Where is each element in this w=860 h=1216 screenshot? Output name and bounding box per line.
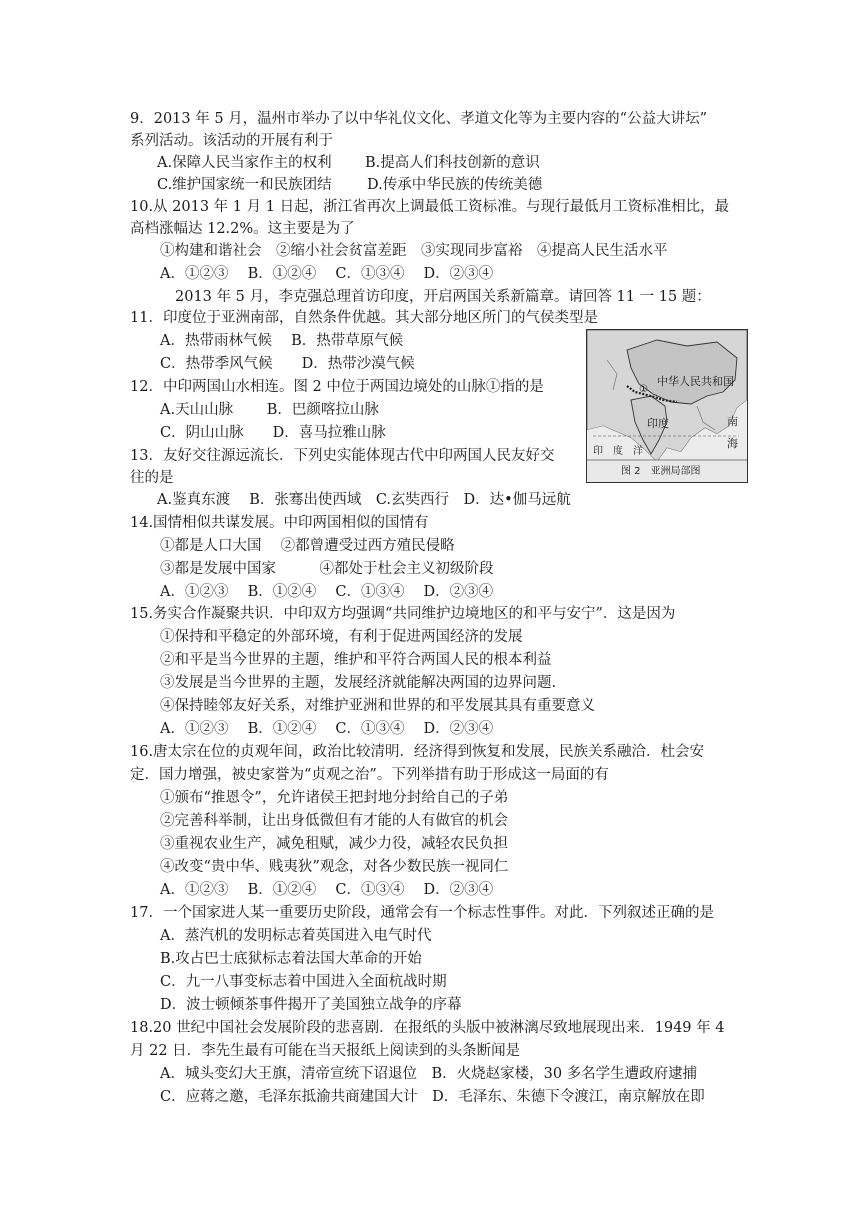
q11-options-cd: C．热带季风气候 D．热带沙漠气候 (160, 356, 415, 372)
q9-stem-line2: 系列活动。该活动的开展有利于 (130, 133, 333, 149)
q13-options: A.鉴真东渡 B．张骞出使西域 C.玄奘西行 D．达•伽马远航 (157, 492, 571, 508)
q16-item-4: ④改变“贵中华、贱夷狄”观念，对各少数民族一视同仁 (160, 859, 509, 875)
q9-stem-line1: 9．2013 年 5 月，温州市举办了以中华礼仪文化、孝道文化等为主要内容的“公益大讲坛” (130, 111, 708, 127)
q10-choices: A．①②③ B．①②④ C．①③④ D．②③④ (160, 266, 494, 282)
map-label-india: 印度 (647, 417, 669, 430)
map-label-sea: 海 (727, 437, 738, 450)
q17-stem: 17．一个国家进人某一重要历史阶段，通常会有一个标志性事件。对此．下列叙述正确的是 (130, 905, 714, 921)
q17-option-a: A．蒸汽机的发明标志着英国进入电气时代 (160, 928, 432, 944)
q11-options-ab: A．热带雨林气候 B．热带草原气候 (160, 333, 404, 349)
q18-options-cd: C．应蒋之邀，毛泽东抵渝共商建国大计 D．毛泽东、朱德下令渡江，南京解放在即 (160, 1089, 705, 1105)
q9-option-a: A.保障人民当家作主的权利 (157, 155, 332, 171)
q15-item-3: ③发展是当今世界的主题，发展经济就能解决两国的边界问题. (160, 675, 557, 691)
q17-option-d: D．波士顿倾茶事件揭开了美国独立战争的序幕 (160, 997, 462, 1013)
q17-option-b: B.攻占巴士底狱标志着法国大革命的开始 (160, 951, 422, 967)
q10-stem-line1: 10.从 2013 年 1 月 1 日起，浙江省再次上调最低工资标准。与现行最低月工资标准相比，最 (130, 199, 730, 215)
q14-items-line1: ①都是人口大国 ②都曾遭受过西方殖民侵略 (160, 538, 455, 554)
q18-stem-line2: 月 22 日．李先生最有可能在当天报纸上阅读到的头条断闻是 (130, 1043, 521, 1059)
map-label-ocean: 印 度 洋 (593, 446, 643, 457)
q11-stem: 11．印度位于亚洲南部，自然条件优越。其大部分地区所门的气侯类型是 (130, 310, 598, 326)
q10-stem-line2: 高档涨幅达 12.2%。这主要是为了 (130, 221, 355, 237)
q14-choices: A．①②③ B．①②④ C．①③④ D．②③④ (160, 584, 494, 600)
asia-partial-map (586, 329, 748, 483)
q14-stem: 14.国情相似共谋发展。中印两国相似的国情有 (130, 515, 429, 531)
q16-choices: A．①②③ B．①②④ C．①③④ D．②③④ (160, 882, 494, 898)
q15-choices: A．①②③ B．①②④ C．①③④ D．②③④ (160, 721, 494, 737)
map-graphic (587, 330, 747, 482)
q10-items: ①构建和谐社会 ②缩小社会贫富差距 ③实现同步富裕 ④提高人民生活水平 (160, 243, 668, 259)
q17-option-c: C．九一八事变标志着中国进入全面杭战时期 (160, 974, 447, 990)
q14-items-line2: ③都是发展中国家 ④都处于杜会主义初级阶段 (160, 561, 494, 577)
q12-options-ab: A.天山山脉 B．巴颜喀拉山脉 (160, 402, 379, 418)
q9-option-c: C.维护国家统一和民族团结 (157, 177, 332, 193)
q16-item-3: ③重视农业生产，减免租赋，减少力役，减轻农民负担 (160, 836, 508, 852)
q12-stem: 12．中印两国山水相连。图 2 中位于两国边境处的山脉①指的是 (130, 379, 544, 395)
q9-option-d: D.传承中华民族的传统美德 (367, 177, 543, 193)
q12-options-cd: C．阴山山脉 D．喜马拉雅山脉 (160, 425, 386, 441)
q15-item-4: ④保持睦邻友好关系，对维护亚洲和世界的和平发展其具有重要意义 (160, 698, 595, 714)
section-intro: 2013 年 5 月，李克强总理首访印度，开启两国关系新篇章。请回答 11 一 15 题： (175, 289, 711, 305)
q18-options-ab: A．城头变幻大王旗，清帝宣统下诏退位 B．火烧赵家楼，30 多名学生遭政府逮捕 (160, 1066, 698, 1082)
q15-item-1: ①保持和平稳定的外部环境，有利于促进两国经济的发展 (160, 629, 523, 645)
map-label-south: 南 (727, 415, 738, 428)
q9-option-b: B.提高人们科技创新的意识 (365, 155, 540, 171)
q13-stem-line2: 往的是 (130, 470, 174, 486)
q13-stem-line1: 13．友好交往源远流长．下列史实能体现古代中印两国人民友好交 (130, 448, 555, 464)
q16-stem-line1: 16.唐太宗在位的贞观年间，政治比较清明．经济得到恢复和发展，民族关系融洽．杜会安 (130, 744, 705, 760)
map-label-mountain: ① (639, 384, 648, 395)
q15-item-2: ②和平是当今世界的主题，维护和平符合两国人民的根本利益 (160, 652, 552, 668)
map-label-china: 中华人民共和国 (657, 375, 734, 388)
q16-item-2: ②完善科举制，让出身低微但有才能的人有做官的机会 (160, 813, 508, 829)
map-caption: 图 2 亚洲局部图 (621, 466, 701, 477)
q18-stem-line1: 18.20 世纪中国社会发展阶段的悲喜剧．在报纸的头版中被淋漓尽致地展现出来．1949 年 4 (130, 1020, 725, 1036)
q16-item-1: ①颁布“推恩令”，允许诸侯王把封地分封给自己的子弟 (160, 790, 509, 806)
q15-stem: 15.务实合作凝聚共识．中印双方均强调“共同维护边境地区的和平与安宁”．这是因为 (130, 606, 676, 622)
q16-stem-line2: 定．国力增强，被史家誉为“贞观之治”。下列举措有助于形成这一局面的有 (130, 767, 609, 783)
